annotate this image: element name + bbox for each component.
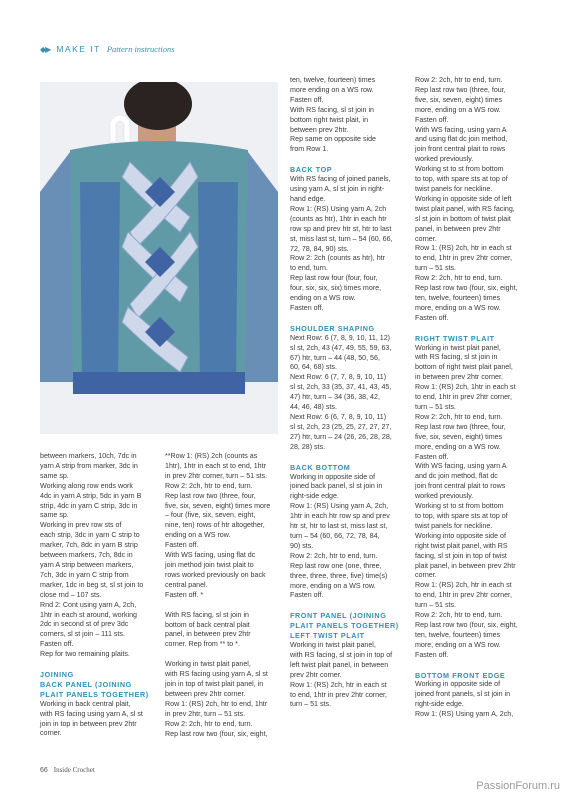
text-line: Rep last row two (four, six, eight, xyxy=(415,620,518,629)
section-heading: BACK BOTTOM xyxy=(290,462,351,472)
text-line: Rep same on opposite side xyxy=(290,135,376,144)
text-line: 28, 28) sts. xyxy=(290,442,326,451)
text-line: 27) htr, turn – 24 (26, 26, 28, 28, xyxy=(290,432,392,441)
section-heading: SHOULDER SHAPING xyxy=(290,323,375,333)
text-line: Row 1: (RS) 2ch, htr to end, 1htr xyxy=(165,699,268,708)
text-line: five, six, seven, eight) times more xyxy=(165,501,271,510)
text-line: 72, 78, 84, 90) sts. xyxy=(290,244,349,253)
text-line: Fasten off. xyxy=(40,640,74,649)
text-line: 1htr in each htr row sp and prev xyxy=(290,512,390,521)
text-column-2 xyxy=(165,452,279,739)
text-line: Working st to st from bottom xyxy=(415,502,504,511)
text-line: to top, with spare sts at top of xyxy=(415,175,508,184)
text-line: right twist plait panel, with RS xyxy=(415,541,508,550)
text-line: turn – 51 sts. xyxy=(415,601,457,610)
section-heading: JOINING xyxy=(40,670,74,680)
text-line: yarn A strip between markers, xyxy=(40,560,134,569)
text-line: With WS facing, using yarn A xyxy=(415,462,507,471)
text-line: Fasten off. xyxy=(165,541,199,550)
text-line: Rep last row two (three, four, xyxy=(165,491,256,500)
text-line: twist panels for neckline. xyxy=(415,521,493,530)
text-line: – four (five, six, seven, eight, xyxy=(165,511,256,520)
text-line: in prev 2htr, turn – 51 sts. xyxy=(165,709,246,718)
text-line: Fasten off. xyxy=(415,115,449,124)
text-line: and using flat dc join method, xyxy=(415,135,508,144)
text-line: panel, in between prev 2htr xyxy=(415,224,501,233)
magazine-name: Inside Crochet xyxy=(53,766,95,774)
text-line: between prev 2htr. xyxy=(290,125,349,134)
text-line: turn – 51 sts. xyxy=(415,403,457,411)
text-line: Working st to st from bottom xyxy=(415,165,504,174)
text-line: Fasten off. xyxy=(415,650,449,659)
text-line: Row 1: (RS) 2ch, htr in each st xyxy=(415,581,512,590)
text-line: using yarn A, sl st join in right- xyxy=(290,185,385,194)
section-subtitle: Pattern instructions xyxy=(106,44,175,54)
text-line: Working in prev row sts of xyxy=(40,521,122,530)
text-line: yarn A strip from marker, 3dc in xyxy=(40,461,138,470)
text-line: Fasten off. xyxy=(415,313,449,322)
section-title: MAKE IT xyxy=(56,44,101,54)
text-line: Next Row: 6 (6, 7, 8, 9, 10, 11) xyxy=(290,413,387,421)
section-heading: FRONT PANEL (JOINING xyxy=(290,611,387,621)
text-line: ten, twelve, fourteen) times xyxy=(415,630,501,639)
text-line: three, three, three, five) time(s) xyxy=(290,571,388,580)
watermark: PassionForum.ru xyxy=(476,780,560,792)
text-line: between markers, 10ch, 7dc in xyxy=(40,452,137,460)
text-line: Fasten off. xyxy=(415,452,449,461)
text-line: **Row 1: (RS) 2ch (counts as xyxy=(165,452,258,460)
text-line: turn – 54 (60, 66, 72, 78, 84, xyxy=(290,531,380,540)
text-line: Working in twist plait panel, xyxy=(165,660,251,669)
text-line: marker, 7ch, 8dc in yarn B strip xyxy=(40,541,138,550)
text-line: right-side edge. xyxy=(290,492,339,501)
text-line: four, six, six, six) times more, xyxy=(290,284,382,293)
text-line: between markers, 7ch, 8dc in xyxy=(40,551,133,560)
text-line: plait panel, in between prev 2htr xyxy=(415,561,516,570)
text-line: sl st join in bottom of twist plait xyxy=(415,214,511,223)
text-line: Rep last row two (four, six, eight, xyxy=(415,284,518,293)
text-line: st, miss last st, turn – 54 (60, 66, xyxy=(290,234,393,243)
text-line: from Row 1. xyxy=(290,145,329,154)
text-line: Row 1: (RS) Using yarn A, 2ch, xyxy=(290,502,389,511)
text-line: sl st, 2ch, 23 (25, 25, 27, 27, 27, xyxy=(290,422,392,431)
text-line: join front central plait to rows xyxy=(415,145,506,154)
text-line: more, ending on a WS row. xyxy=(415,105,501,114)
text-line: corner. Rep from ** to *. xyxy=(165,640,240,649)
text-line: With RS facing, sl st join in xyxy=(290,105,374,114)
text-line: ten, twelve, fourteen) times xyxy=(415,293,501,302)
section-heading: LEFT TWIST PLAIT xyxy=(290,631,365,641)
text-line: Row 2: 2ch, htr to end, turn. xyxy=(415,76,503,84)
text-line: nine, ten) rows of htr altogether, xyxy=(165,521,265,530)
text-column-1 xyxy=(40,452,152,739)
text-line: 47) htr, turn – 34 (36, 38, 42, xyxy=(290,393,380,402)
text-line: five, six, seven, eight) times xyxy=(415,432,503,441)
text-line: Row 1: (RS) 2ch, htr in each st xyxy=(415,244,512,253)
text-line: between prev 2htr corner. xyxy=(165,689,246,698)
text-line: (counts as htr), 1htr in each htr xyxy=(290,214,387,223)
text-line: 1htr in each st around, working xyxy=(40,610,138,619)
text-line: corners, sl st join – 111 sts. xyxy=(40,630,125,639)
text-line: With RS facing, sl st join in xyxy=(165,610,249,619)
text-line: more ending on a WS row. xyxy=(290,85,374,94)
page-number: 66 xyxy=(40,767,48,774)
text-line: bottom right twist plait, in xyxy=(290,115,369,124)
text-line: joined front panels, sl st join in xyxy=(415,690,511,699)
text-line: join in top of twist plait panel, in xyxy=(165,680,264,689)
text-line: panel, in between prev 2htr xyxy=(165,630,251,639)
text-column-4 xyxy=(415,76,531,720)
text-line: facing, sl st join in top of twist xyxy=(415,551,507,560)
text-line: 67) htr, turn – 44 (48, 50, 56, xyxy=(290,353,380,362)
text-line: Rep last row four (four, four, xyxy=(290,274,378,283)
text-line: Row 2: 2ch, htr to end, turn. xyxy=(290,551,378,560)
text-line: with RS facing, sl st join in top of xyxy=(290,650,393,659)
text-line: with RS facing using yarn A, sl st xyxy=(40,709,143,718)
text-line: bottom of right twist plait panel, xyxy=(415,363,513,372)
text-line: worked previously. xyxy=(415,492,474,501)
text-line: Rep last row two (three, four, xyxy=(415,422,506,431)
text-line: in prev 2htr corner, turn – 51 sts. xyxy=(165,471,268,480)
text-line: join in top in between prev 2htr xyxy=(40,719,137,728)
text-line: turn – 51 sts. xyxy=(290,700,332,709)
text-line: 90) sts. xyxy=(290,541,314,550)
section-heading: PLAIT PANELS TOGETHER) xyxy=(40,689,149,699)
text-line: to end, 1htr in prev 2htr corner, xyxy=(415,254,513,263)
text-line: ending on a WS row. xyxy=(290,294,356,303)
text-line: 44, 46, 48) sts. xyxy=(290,403,337,412)
text-line: Row 2: 2ch (counts as htr), htr xyxy=(290,254,386,263)
text-line: corner. xyxy=(415,234,437,243)
text-line: 1htr), 1htr in each st to end, 1htr xyxy=(165,461,266,470)
text-line: more, ending on a WS row. xyxy=(415,303,501,312)
text-line: central panel. xyxy=(165,580,208,589)
text-line: joined back panel, sl st join in xyxy=(290,482,383,491)
text-line: twist plait panel, with RS facing, xyxy=(415,204,515,213)
section-heading: RIGHT TWIST PLAIT xyxy=(415,333,495,343)
text-line: turn – 51 sts. xyxy=(415,264,457,273)
text-line: With RS facing of joined panels, xyxy=(290,175,391,184)
text-line: hand edge. xyxy=(290,194,326,203)
text-line: strip, 4dc in yarn C strip, 3dc in xyxy=(40,501,138,510)
text-line: Working along row ends work xyxy=(40,481,133,490)
text-line: sl st, 2ch, 33 (35, 37, 41, 43, 45, xyxy=(290,383,392,392)
section-heading: PLAIT PANELS TOGETHER) xyxy=(290,621,399,631)
text-line: Fasten off. xyxy=(290,591,324,600)
text-line: 4dc in yarn A strip, 5dc in yarn B xyxy=(40,491,142,500)
text-line: Rnd 2: Cont using yarn A, 2ch, xyxy=(40,600,137,609)
section-header xyxy=(40,44,175,54)
text-line: Rep last row two (four, six, eight, xyxy=(165,729,268,738)
text-line: to end, 1htr in prev 2htr corner, xyxy=(415,591,513,600)
text-line: to end, turn. xyxy=(290,264,328,273)
text-line: corner. xyxy=(415,571,437,580)
text-line: htr st, htr to last st, miss last st, xyxy=(290,522,388,531)
arrow-icons: ◆▶ xyxy=(40,44,51,54)
text-line: worked previously. xyxy=(415,155,474,164)
text-line: join method join twist plait to xyxy=(165,560,254,569)
text-line: join front central plait to rows xyxy=(415,482,506,491)
text-line: 60, 64, 68) sts. xyxy=(290,363,337,372)
text-line: Rep last row one (one, three, xyxy=(290,561,382,570)
sweater-illustration xyxy=(40,82,278,434)
text-line: to end, 1htr in prev 2htr corner, xyxy=(290,690,388,699)
text-line: and dc join method, flat dc xyxy=(415,472,498,481)
text-line: more, ending on a WS row. xyxy=(290,581,376,590)
text-line: 2dc in second st of prev 3dc xyxy=(40,620,129,629)
text-line: right-side edge. xyxy=(415,700,464,709)
text-line: With WS facing, using flat dc xyxy=(165,551,256,560)
text-line: corner. xyxy=(40,729,62,738)
text-line: Working into opposite side of xyxy=(415,531,506,540)
text-line: more, ending on a WS row. xyxy=(415,640,501,649)
text-line: Row 2: 2ch, htr to end, turn. xyxy=(415,611,503,620)
text-line: Working in back central plait, xyxy=(40,699,131,708)
text-line: to top, with spare sts at top of xyxy=(415,511,508,520)
text-column-3 xyxy=(290,76,404,710)
text-line: same sp. xyxy=(40,471,69,480)
text-line: Row 1: (RS) Using yarn A, 2ch, xyxy=(415,710,514,719)
text-line: in between prev 2htr corner. xyxy=(415,373,503,382)
text-line: Next Row: 6 (7, 7, 8, 9, 10, 11) xyxy=(290,373,387,382)
text-line: Fasten off. xyxy=(290,303,324,312)
text-line: left twist plait panel, in between xyxy=(290,660,389,669)
page-footer xyxy=(40,766,95,774)
text-line: same sp. xyxy=(40,511,69,520)
text-line: marker, 1dc in beg st, sl st join to xyxy=(40,580,144,589)
text-line: sl st, 2ch, 43 (47, 49, 55, 59, 63, xyxy=(290,343,392,352)
text-line: more, ending on a WS row. xyxy=(415,442,501,451)
text-line: close rnd – 107 sts. xyxy=(40,590,102,599)
text-line: with RS facing, sl st join in xyxy=(415,353,498,362)
text-line: bottom of back central plait xyxy=(165,620,250,629)
text-line: Working in opposite side of xyxy=(290,472,376,481)
text-line: Row 1: (RS) 2ch, htr in each st xyxy=(290,680,387,689)
text-line: Working in opposite side of xyxy=(415,680,501,689)
text-line: Working in opposite side of left xyxy=(415,194,512,203)
text-line: twist panels for neckline. xyxy=(415,184,493,193)
text-line: Row 2: 2ch, htr to end, turn. xyxy=(165,481,253,490)
text-line: prev 2htr corner. xyxy=(290,670,342,679)
text-line: ending on a WS row. xyxy=(165,531,231,540)
sweater-photo xyxy=(40,82,278,434)
text-line: Fasten off. xyxy=(290,95,324,104)
text-line: Row 1: (RS) Using yarn A, 2ch xyxy=(290,204,387,213)
text-line: Row 2: 2ch, htr to end, turn. xyxy=(415,274,503,283)
text-line: ten, twelve, fourteen) times xyxy=(290,76,376,84)
text-line: Rep for two remaining plaits. xyxy=(40,650,130,659)
section-heading: BACK TOP xyxy=(290,165,333,175)
text-line: With WS facing, using yarn A xyxy=(415,125,507,134)
section-heading: BOTTOM FRONT EDGE xyxy=(415,670,506,680)
text-line: 7ch, 3dc in yarn C strip from xyxy=(40,570,129,579)
text-line: rows worked previously on back xyxy=(165,570,266,579)
text-line: Next Row: 6 (7, 8, 9, 10, 11, 12) xyxy=(290,333,391,342)
text-line: to end, 1htr in prev 2htr corner, xyxy=(415,393,513,402)
text-line: Working in twist plait panel, xyxy=(415,343,501,352)
text-line: Row 1: (RS) 2ch, 1htr in each st xyxy=(415,383,516,392)
text-line: each strip, 3dc in yarn C strip to xyxy=(40,531,140,540)
text-line: Row 2: 2ch, htr to end, turn. xyxy=(165,719,253,728)
text-line: Working in twist plait panel, xyxy=(290,641,376,650)
text-line: Fasten off. * xyxy=(165,590,204,599)
text-line: Row 2: 2ch, htr to end, turn. xyxy=(415,412,503,421)
section-heading: BACK PANEL (JOINING xyxy=(40,679,132,689)
text-line: five, six, seven, eight) times xyxy=(415,95,503,104)
text-line: Rep last row two (three, four, xyxy=(415,85,506,94)
text-line: with RS facing using yarn A, sl st xyxy=(165,670,268,679)
text-line: row sp and prev htr st, htr to last xyxy=(290,224,392,233)
